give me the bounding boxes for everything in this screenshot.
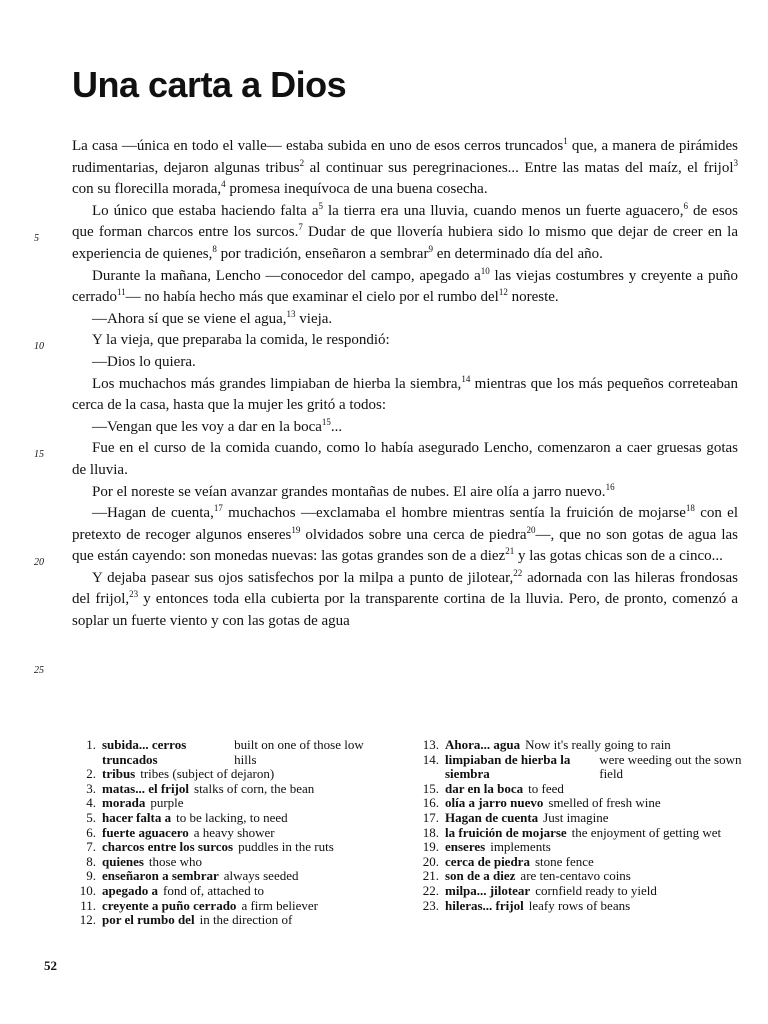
glossary-note [72, 884, 372, 899]
glossary-note [72, 782, 372, 797]
glossary-note [415, 826, 745, 841]
page-title: Una carta a Dios [72, 64, 347, 105]
note-gloss: cornfield ready to yield [535, 882, 657, 898]
text-segment: y entonces toda ella cubierta por la transparente cortina de la lluvia. Pero, de pronto, comenzó a soplar un fuerte viento y con las gotas de agua [72, 591, 738, 630]
story-paragraph [72, 374, 738, 417]
text-segment: con su florecilla morada, [72, 181, 222, 198]
note-number: 10. [79, 882, 96, 898]
note-number: 20. [422, 853, 439, 869]
text-segment: con el pretexto de recoger algunos enseres [72, 505, 738, 543]
text-segment: —Ahora sí que se viene el agua, [92, 310, 287, 327]
text-segment: de esos que forman charcos entre los surcos. [72, 202, 738, 241]
note-term: milpa... jilotear [445, 882, 531, 898]
glossary-note [415, 753, 745, 782]
text-segment: La casa —única en todo el valle— estaba subida en uno de esos cerros truncados [72, 138, 564, 154]
line-number: 25 [34, 665, 44, 676]
note-number: 11. [80, 897, 96, 913]
glossary-note [415, 840, 745, 855]
note-term: olía a jarro nuevo [445, 795, 544, 811]
footnote-marker: 22 [513, 567, 523, 578]
glossary-note [72, 855, 372, 870]
note-number: 9. [86, 868, 96, 884]
note-term: enseres [445, 839, 486, 855]
text-segment: y las gotas chicas son de a cinco... [514, 548, 723, 565]
page-number: 52 [44, 958, 57, 973]
note-term: la fruición de mojarse [445, 824, 567, 840]
note-number: 4. [86, 795, 96, 811]
text-segment: las viejas costumbres y creyente a puño cerrado [72, 267, 738, 306]
glossary-note [415, 855, 745, 870]
text-segment: ... [330, 418, 343, 435]
line-number: 5 [34, 233, 39, 244]
footnote-marker: 8 [212, 243, 217, 254]
note-term: charcos entre los surcos [102, 839, 234, 855]
text-segment: al continuar sus peregrinaciones... Entre las matas del maíz, el frijol [304, 159, 734, 176]
glossary-note [415, 869, 745, 884]
line-number: 20 [34, 557, 44, 568]
note-gloss: a firm believer [241, 897, 318, 913]
note-term: tribus [102, 766, 136, 782]
text-segment: en determinado día del año. [432, 245, 603, 262]
note-number: 12. [79, 912, 96, 928]
note-number: 1. [86, 737, 96, 752]
text-segment: Dudar de que llovería hubiera sido lo mismo que dejar de creer en la experiencia de quienes, [72, 224, 738, 262]
text-segment: por tradición, enseñaron a sembrar [216, 245, 429, 262]
text-segment: Fue en el curso de la comida cuando, como lo había asegurado Lencho, comenzaron a caer gruesas gotas de lluvia. [72, 440, 738, 478]
note-gloss: always seeded [223, 868, 299, 884]
note-gloss: implements [490, 839, 551, 855]
story-paragraph [72, 330, 738, 352]
text-segment: Lo único que estaba haciendo falta a [92, 202, 319, 219]
note-gloss: to feed [528, 780, 564, 796]
note-gloss: fond of, attached to [162, 882, 265, 898]
note-gloss: smelled of fresh wine [548, 795, 661, 811]
text-segment: adornada con las hileras frondosas del frijol, [72, 569, 738, 608]
note-term: quienes [102, 853, 144, 869]
text-segment: Los muchachos más grandes limpiaban de hierba la siembra, [92, 375, 462, 392]
text-segment: Durante la mañana, Lencho —conocedor del campo, apegado a [92, 267, 481, 284]
story-paragraph [72, 568, 738, 633]
note-term: subida... cerros truncados [102, 737, 187, 767]
note-gloss: were weeding out the sown field [599, 751, 742, 782]
story-paragraph [72, 352, 738, 374]
text-segment: Y la vieja, que preparaba la comida, le respondió: [92, 332, 390, 349]
footnote-marker: 14 [461, 373, 471, 384]
glossary-note [72, 796, 372, 811]
note-number: 16. [422, 795, 439, 811]
glossary-left [72, 738, 372, 928]
note-gloss: puddles in the ruts [238, 839, 334, 855]
glossary-note [72, 811, 372, 826]
story-paragraph [72, 503, 738, 568]
story-paragraph [72, 136, 738, 201]
line-number: 10 [34, 341, 44, 352]
note-number: 14. [422, 751, 439, 767]
story-paragraph [72, 417, 738, 439]
note-term: Ahora... agua [445, 737, 521, 752]
glossary-right [415, 738, 745, 913]
glossary-note [415, 782, 745, 797]
note-gloss: built on one of those low hills [234, 737, 364, 767]
note-term: hacer falta a [102, 809, 172, 825]
text-segment: —, que no son gotas de agua las que están cayendo: son monedas nuevas: las gotas grandes son de a diez [72, 526, 738, 565]
footnote-marker: 5 [318, 200, 323, 211]
note-gloss: to be lacking, to need [176, 809, 288, 825]
text-segment: la tierra era una lluvia, cuando menos un fuerte aguacero, [322, 202, 684, 219]
note-gloss: those who [148, 853, 202, 869]
note-term: enseñaron a sembrar [102, 868, 219, 884]
glossary-note [72, 767, 372, 782]
note-term: cerca de piedra [445, 853, 530, 869]
text-segment: promesa inequívoca de una buena cosecha. [225, 181, 488, 198]
note-gloss: in the direction of [199, 912, 293, 928]
text-segment: mientras que los más pequeños correteaban cerca de la casa, hasta que la mujer les gritó a todos: [72, 375, 739, 414]
footnote-marker: 18 [685, 503, 695, 514]
note-gloss: purple [150, 795, 184, 811]
story-paragraph [72, 201, 738, 266]
glossary-note [72, 913, 372, 928]
note-number: 23. [422, 897, 439, 913]
footnote-marker: 23 [129, 589, 139, 600]
note-number: 8. [86, 853, 96, 869]
text-segment: que, a manera de pirámides rudimentarias, dejaron algunas tribus [72, 138, 738, 176]
text-segment: —Dios lo quiera. [92, 353, 196, 370]
story-paragraph [72, 266, 738, 309]
text-segment: noreste. [507, 289, 559, 306]
note-number: 13. [422, 737, 439, 752]
note-number: 5. [86, 809, 96, 825]
footnote-marker: 17 [213, 503, 223, 514]
footnote-marker: 12 [498, 287, 508, 298]
note-term: por el rumbo del [102, 912, 195, 928]
footnote-marker: 1 [563, 136, 568, 146]
glossary-note [72, 869, 372, 884]
note-number: 3. [86, 780, 96, 796]
note-term: fuerte aguacero [102, 824, 189, 840]
footnote-marker: 15 [321, 416, 331, 427]
note-number: 17. [422, 809, 439, 825]
story-paragraph [72, 309, 738, 331]
note-gloss: leafy rows of beans [528, 897, 631, 913]
note-number: 18. [422, 824, 439, 840]
text-segment: —Vengan que les voy a dar en la boca [92, 418, 322, 435]
footnote-marker: 16 [605, 481, 615, 492]
note-term: creyente a puño cerrado [102, 897, 237, 913]
note-number: 2. [86, 766, 96, 782]
glossary-note [72, 899, 372, 914]
note-gloss: are ten-centavo coins [520, 868, 631, 884]
text-segment: Por el noreste se veían avanzar grandes montañas de nubes. El aire olía a jarro nuevo. [92, 483, 606, 500]
glossary-note [72, 826, 372, 841]
glossary-note [72, 840, 372, 855]
footnote-marker: 4 [221, 179, 226, 190]
footnote-marker: 6 [683, 200, 689, 211]
glossary-note [415, 884, 745, 899]
footnote-marker: 11 [116, 287, 126, 298]
note-term: dar en la boca [445, 780, 524, 796]
glossary-note [415, 899, 745, 914]
footnote-marker: 3 [733, 157, 738, 168]
footnote-marker: 7 [298, 222, 303, 233]
note-term: apegado a [102, 882, 158, 898]
note-term: Hagan de cuenta [445, 809, 539, 825]
note-gloss: Just imagine [543, 809, 609, 825]
note-gloss: the enjoyment of getting wet [571, 824, 722, 840]
footnote-marker: 20 [526, 524, 536, 535]
note-gloss: tribes (subject of dejaron) [140, 766, 275, 782]
text-segment: muchachos —exclamaba el hombre mientras sentía la fruición de mojarse [222, 505, 686, 522]
footnote-marker: 21 [505, 546, 515, 557]
text-segment: Y dejaba pasear sus ojos satisfechos por la milpa a punto de jilotear, [92, 569, 514, 586]
note-gloss: stone fence [534, 853, 594, 869]
text-segment: —Hagan de cuenta, [92, 505, 214, 522]
footnote-marker: 9 [428, 243, 433, 254]
note-number: 21. [422, 868, 439, 884]
note-term: matas... el frijol [102, 780, 190, 796]
story-text [72, 136, 738, 633]
note-term: limpiaban de hierba la siembra [445, 751, 571, 782]
text-segment: vieja. [295, 310, 333, 327]
glossary-note [72, 738, 372, 767]
footnote-marker: 19 [291, 524, 301, 535]
note-term: morada [102, 795, 146, 811]
glossary-note [415, 796, 745, 811]
note-term: son de a diez [445, 868, 516, 884]
text-segment: olvidados sobre una cerca de piedra [300, 526, 527, 543]
story-paragraph [72, 438, 738, 481]
note-number: 15. [422, 780, 439, 796]
note-number: 22. [422, 882, 439, 898]
footnote-marker: 10 [480, 265, 490, 276]
note-gloss: Now it's really going to rain [525, 737, 671, 752]
footnote-marker: 2 [299, 157, 305, 168]
note-number: 19. [422, 839, 439, 855]
note-number: 7. [86, 839, 96, 855]
note-gloss: a heavy shower [193, 824, 275, 840]
glossary-note [415, 811, 745, 826]
text-segment: — no había hecho más que examinar el cielo por el rumbo del [125, 289, 499, 306]
line-number: 15 [34, 449, 44, 460]
note-number: 6. [86, 824, 96, 840]
note-term: hileras... frijol [445, 897, 524, 913]
footnote-marker: 13 [286, 308, 296, 319]
story-paragraph [72, 482, 738, 504]
glossary-note [415, 738, 745, 753]
note-gloss: stalks of corn, the bean [194, 780, 315, 796]
